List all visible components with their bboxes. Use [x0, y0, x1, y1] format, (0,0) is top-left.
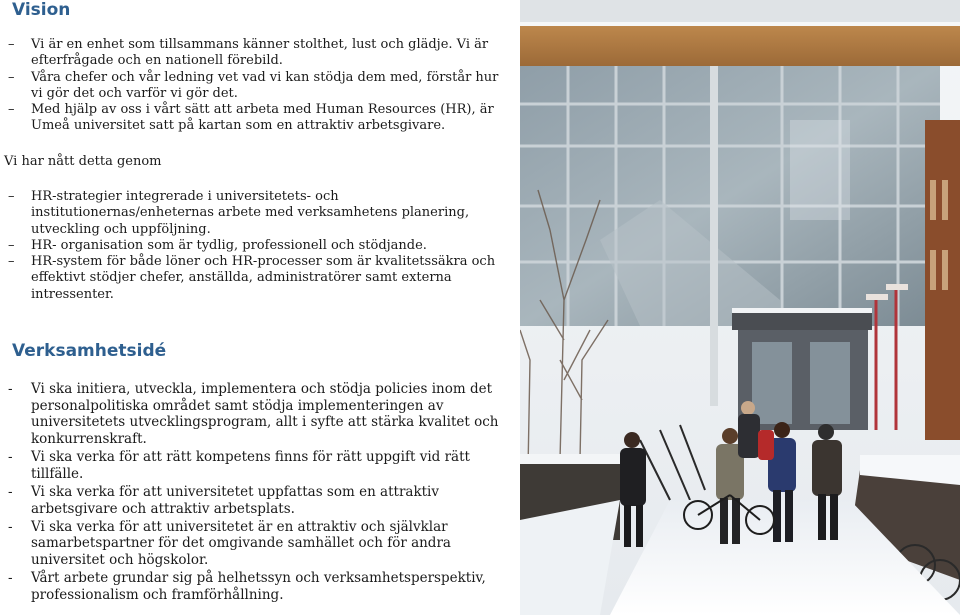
list-item-text: Våra chefer och vår ledning vet vad vi kan stödja dem med, förstår hur vi gör det och varför vi gör det.	[31, 69, 499, 101]
list-item-text: Vi ska verka för att universitetet uppfattas som en attraktiv arbetsgivare och attraktiv arbetsplats.	[31, 483, 439, 517]
list-item	[8, 189, 513, 238]
list-item-text: HR-system för både löner och HR-processer som är kvalitetssäkra och effektivt stödjer chefer, anställda, administratörer samt externa intressenter.	[31, 254, 496, 302]
campus-building-illustration	[520, 0, 960, 615]
verksamhetside-list	[8, 381, 513, 605]
list-item	[8, 238, 513, 254]
hyphen-marker: -	[8, 381, 13, 397]
list-item	[8, 254, 513, 303]
dash-marker: –	[8, 189, 15, 204]
list-item-text: Vårt arbete grundar sig på helhetssyn och verksamhetsperspektiv, professionalism och framförhållning.	[31, 569, 486, 603]
list-item	[8, 102, 513, 135]
hyphen-marker: -	[8, 483, 13, 500]
dash-marker: –	[8, 237, 15, 253]
list-item-text: Vi ska verka för att rätt kompetens finns för rätt uppgift vid rätt tillfälle.	[31, 449, 470, 482]
list-item-text: Vi är en enhet som tillsammans känner stolthet, lust och glädje. Vi är efterfrågade och en nationell förebild.	[31, 37, 489, 69]
list-item	[8, 519, 513, 569]
strategy-list	[8, 189, 513, 303]
verksamhetside-heading: Verksamhetsidé	[12, 341, 167, 361]
hyphen-marker: -	[8, 518, 13, 535]
list-item	[8, 37, 513, 70]
list-item	[8, 381, 513, 448]
list-item	[8, 570, 513, 603]
list-item	[8, 70, 513, 103]
vision-heading: Vision	[12, 0, 71, 20]
list-item-text: Vi ska initiera, utveckla, implementera och stödja policies inom det personalpolitiska området samt stödja implementeringen av universitetets utvecklingsprogram, allt i syfte att stärka kvalitet och konkurrenskraft.	[31, 381, 499, 448]
dash-marker: –	[8, 69, 15, 85]
campus-photo	[520, 0, 960, 615]
intro-paragraph: Vi har nått detta genom	[4, 154, 162, 169]
list-item-text: HR-strategier integrerade i universitetets- och institutionernas/enheternas arbete med verksamhetens planering, utveckling och uppföljning.	[31, 189, 470, 237]
dash-marker: –	[8, 37, 15, 52]
hyphen-marker: -	[8, 569, 13, 586]
list-item-text: Vi ska verka för att universitetet är en attraktiv och självklar samarbetspartner för det omgivande samhället och för andra universitet och högskolor.	[31, 518, 451, 568]
dash-marker: –	[8, 102, 15, 118]
vision-list	[8, 37, 513, 135]
list-item-text: HR- organisation som är tydlig, professionell och stödjande.	[31, 237, 427, 253]
hyphen-marker: -	[8, 449, 13, 466]
list-item-text: Med hjälp av oss i vårt sätt att arbeta med Human Resources (HR), är Umeå universitet satt på kartan som en attraktiv arbetsgivare.	[31, 102, 494, 134]
list-item	[8, 484, 513, 517]
list-item	[8, 449, 513, 482]
dash-marker: –	[8, 254, 15, 270]
